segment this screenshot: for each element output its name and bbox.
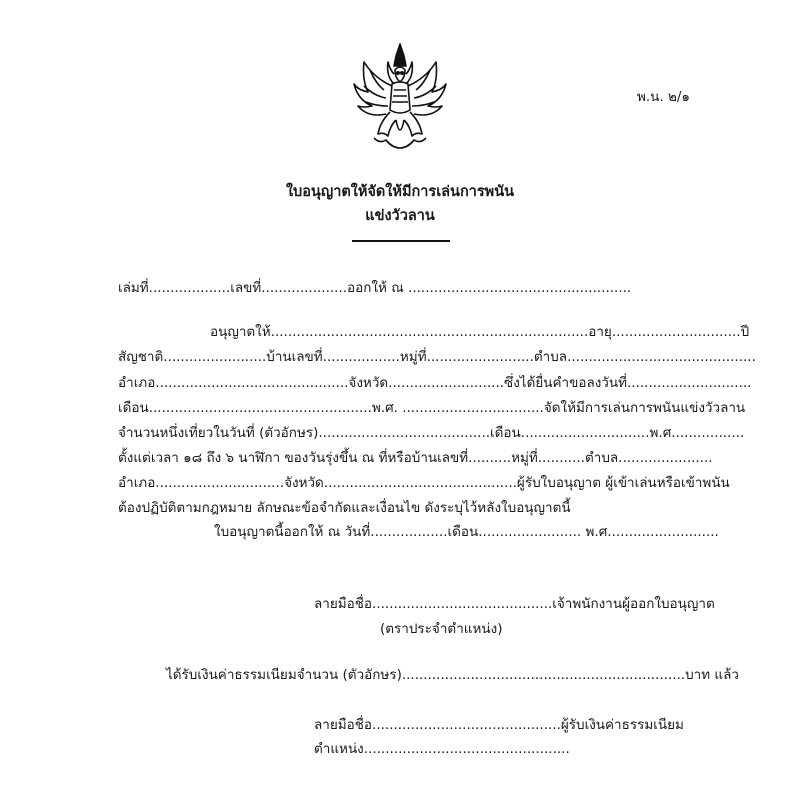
fee-line: ได้รับเงินค่าธรรมเนียมจำนวน (ตัวอักษร)..................................................................บาท แล้ว <box>166 667 739 683</box>
garuda-emblem <box>350 40 450 160</box>
body-line-1 <box>210 323 750 341</box>
body-line-5-part-3: พ.ศ................. <box>649 425 745 441</box>
body-line-7 <box>118 474 730 492</box>
signature-issuer: ลายมือชื่อ..........................................เจ้าพนักงานผู้ออกใบอนุญาต <box>314 596 715 612</box>
title-line-2: แข่งวัวลาน <box>365 208 435 224</box>
body-line-7-part-2: จังหวัด............................................. <box>284 475 517 491</box>
body-line-7-part-3: ผู้รับใบอนุญาต ผู้เข้าเล่นหรือเข้าพนัน <box>516 475 730 491</box>
form-code: พ.น. ๒/๑ <box>636 89 690 105</box>
title-line-1: ใบอนุญาตให้จัดให้มีการเล่นการพนัน <box>285 184 515 200</box>
body-line-3-part-2: จังหวัด........................... <box>348 375 505 391</box>
signature-receiver: ลายมือชื่อ............................................ผู้รับเงินค่าธรรมเนียม <box>314 717 684 733</box>
issued-line: ใบอนุญาตนี้ออกให้ ณ วันที่..................เดือน........................ พ.ศ.......................... <box>214 524 719 540</box>
title-underline <box>352 240 450 242</box>
body-line-6 <box>118 449 713 467</box>
body-line-3-part-1: อำเภอ............................................. <box>118 375 349 391</box>
body-line-5-part-1: จำนวนหนึ่งเที่ยวในวันที่ (ตัวอักษร)........................................ <box>118 425 491 441</box>
body-line-6-part-3: ตำบล...................... <box>584 450 713 466</box>
body-line-4-part-1: เดือน.................................................... <box>118 400 372 416</box>
header-line: เล่มที่...................เลขที่....................ออกให้ ณ .................................................... <box>118 280 632 296</box>
body-line-8-text: ต้องปฏิบัติตามกฎหมาย ลักษณะข้อจำกัดและเงื่อนไข ดังระบุไว้หลังใบอนุญาตนี้ <box>118 500 571 516</box>
body-line-7-part-1: อำเภอ.............................. <box>118 475 285 491</box>
body-line-4 <box>118 399 746 417</box>
body-line-2-part-4: ตำบล............................................ <box>533 349 756 365</box>
body-line-3 <box>118 374 752 392</box>
body-line-2-part-3: หมู่ที่......................... <box>399 349 534 365</box>
body-line-4-part-2: พ.ศ. ................................. <box>371 400 544 416</box>
body-line-1-text: อนุญาตให้..........................................................................อายุ..............................ปี <box>210 324 750 340</box>
seal-note: (ตราประจำตำแหน่ง) <box>380 621 503 637</box>
body-line-5-part-2: เดือน.............................. <box>490 425 650 441</box>
body-line-5 <box>118 424 745 442</box>
body-line-8 <box>118 499 680 517</box>
body-line-6-part-2: หมู่ที่........... <box>511 450 585 466</box>
body-line-3-part-3: ซึ่งได้ยื่นคำขอลงวันที่............................. <box>504 375 752 391</box>
body-line-2 <box>118 348 756 366</box>
position-line: ตำแหน่ง................................................ <box>314 741 570 757</box>
body-line-2-part-1: สัญชาติ........................ <box>118 349 267 365</box>
body-line-4-part-3: จัดให้มีการเล่นการพนันแข่งวัวลาน <box>543 400 746 416</box>
body-line-2-part-2: บ้านเลขที่.................. <box>266 349 400 365</box>
body-line-6-part-1: ตั้งแต่เวลา ๑๘ ถึง ๖ นาฬิกา ของวันรุ่งขึ้น ณ ที่หรือบ้านเลขที่.......... <box>118 450 512 466</box>
